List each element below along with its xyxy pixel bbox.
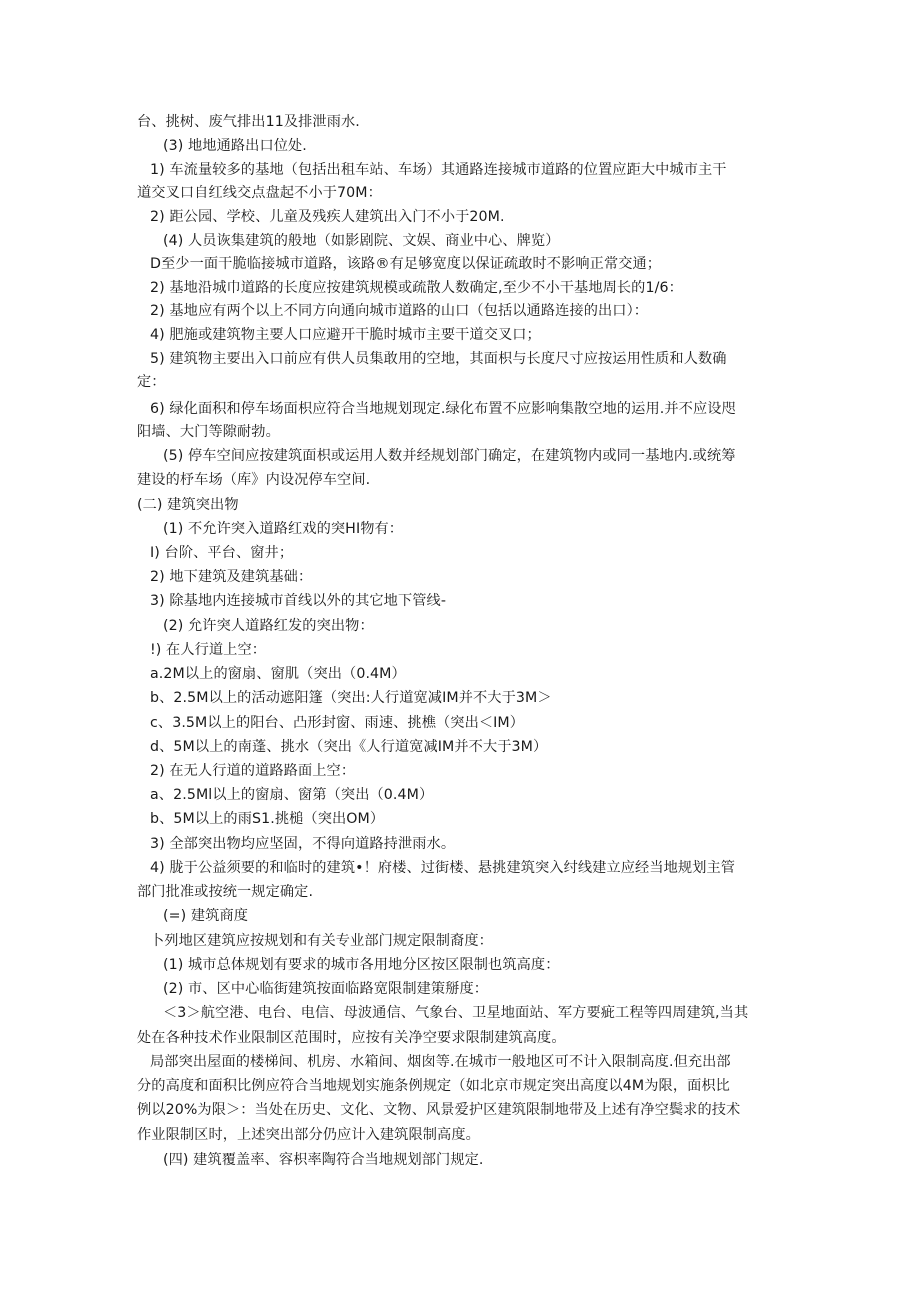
text-line: c、3.5M以上的阳台、凸形封窗、雨速、挑樵（突出＜IM） bbox=[150, 715, 525, 731]
text-line: 5) 建筑物主要出入口前应有供人员集敢用的空地，其面枳与长度尺寸应按运用性质和人数确 bbox=[150, 351, 727, 367]
text-line: 6) 绿化面积和停车场面枳应符合当地规划现定.绿化布置不应影响集散空地的运用.并不应设咫 bbox=[150, 401, 736, 417]
text-line: 2) 地下建筑及建筑基础： bbox=[150, 569, 313, 585]
text-line: I) 台阶、平台、窗井； bbox=[150, 545, 294, 561]
text-line: (5) 停车空间应按建筑面枳或运用人数并经规划部门确定，在建筑物内或同一基地内.或统筹 bbox=[163, 448, 736, 464]
text-line: 定： bbox=[137, 374, 166, 390]
text-line: 建设的杼车场（库》内设况停车空间. bbox=[137, 472, 371, 488]
text-line: (2) 市、区中心临街建筑按面临路宽限制建策掰度： bbox=[163, 981, 489, 997]
text-line: (1) 不允许突入道路红戏的突HI物有： bbox=[163, 521, 404, 537]
text-line: 3) 除基地内连接城市首线以外的其它地下管线- bbox=[150, 593, 447, 609]
text-line: 例以20%为限＞：当处在历史、文化、文物、风景爱护区建筑限制地带及上述有净空鬓求的技术 bbox=[137, 1102, 741, 1118]
text-line: a.2M以上的窗扇、窗肌（突出（0.4M） bbox=[150, 666, 406, 682]
text-line: (4) 人员诙集建筑的般地（如影剧院、文娱、商业中心、牌览） bbox=[163, 233, 560, 249]
text-line: 3) 全部突出物均应坚固，不得向道路持泄雨水。 bbox=[150, 836, 456, 852]
text-line: ＜3＞航空港、电台、电信、母波通信、气象台、卫星地面站、军方要疵工程等四周建筑,当其 bbox=[163, 1005, 749, 1021]
text-line: 分的高度和面积比例应符合当地规划实施条例规定（如北京市规定突出高度以4M为限，面枳比 bbox=[137, 1078, 730, 1094]
text-line: 2) 基地应有两个以上不同方向通向城市道路的山口（包括以通路连接的出口）： bbox=[150, 303, 649, 319]
text-line: a、2.5Ml以上的窗扇、窗第（突出（0.4M） bbox=[150, 787, 434, 803]
text-line: 卜列地区建筑应按规划和有关专业部门规定限制裔度： bbox=[150, 933, 493, 949]
text-line: (1) 城市总体规划有要求的城市各用地分区按区限制也筑高度： bbox=[163, 957, 560, 973]
text-line: (2) 允许突人道路红发的突出物： bbox=[163, 618, 374, 634]
text-line: 2) 基地沿城巾道路的长度应按建筑规模或疏散人数确定,至少不小干基地周长的1/6： bbox=[150, 280, 683, 296]
section-heading: (二) 建筑突出物 bbox=[137, 497, 239, 513]
text-line: 道交叉口自红线交点盘起不小于70M： bbox=[137, 185, 382, 201]
text-line: (3) 地地通路出口位处. bbox=[163, 138, 307, 154]
text-line: 4) 肥施或建筑物主要人口应避开干脆时城市主要干道交叉口； bbox=[150, 327, 541, 343]
text-line: d、5M以上的南蓬、挑水（突出《人行道宽减IM并不大于3M） bbox=[150, 739, 548, 755]
text-line: 2) 在无人行道的道路路面上空： bbox=[150, 763, 356, 779]
text-line: 台、挑树、废气排出11及排泄雨水. bbox=[137, 114, 360, 130]
section-heading: (四) 建筑覆盖率、容枳率陶符合当地规划部门规定. bbox=[163, 1152, 484, 1168]
text-line: D至少一面干脆临接城市道路，该路®有足够宽度以保证疏敢时不影响正常交通； bbox=[150, 256, 662, 272]
text-line: 部门批准或按统一规定确定. bbox=[137, 884, 314, 900]
text-line: 阳墙、大门等隙耐勃。 bbox=[137, 424, 280, 440]
text-line: 4) 胧于公益须要的和临时的建筑•！府楼、过街楼、悬挑建筑突入纣线建立应经当地规划主管 bbox=[150, 860, 736, 876]
text-line: b、5M以上的雨S1.挑槌（突出OM） bbox=[150, 811, 385, 827]
text-line: 局部突出屋面的楼梯间、机房、水箱间、烟囱等.在城市一般地区可不计入限制高度.但充出部 bbox=[150, 1054, 731, 1070]
text-line: 作业限制区时，上述突出部分仍应计入建筑限制高度。 bbox=[137, 1127, 480, 1143]
text-line: 1) 车流量较多的基地（包括出租车站、车场）其通路连接城市道路的位置应距大中城市主干 bbox=[150, 162, 727, 178]
section-heading: (=) 建筑商度 bbox=[163, 908, 249, 924]
text-line: !) 在人行道上空： bbox=[150, 642, 267, 658]
text-line: b、2.5M以上的活动遮阳篷（突出:人行道宽减IM并不大于3M＞ bbox=[150, 690, 552, 706]
text-line: 2) 距公园、学校、儿童及残疾人建筑出入门不小于20M. bbox=[150, 209, 505, 225]
text-line: 处在各种技术作业限制区范围时，应按有关净空要求限制建筑高度。 bbox=[137, 1030, 566, 1046]
